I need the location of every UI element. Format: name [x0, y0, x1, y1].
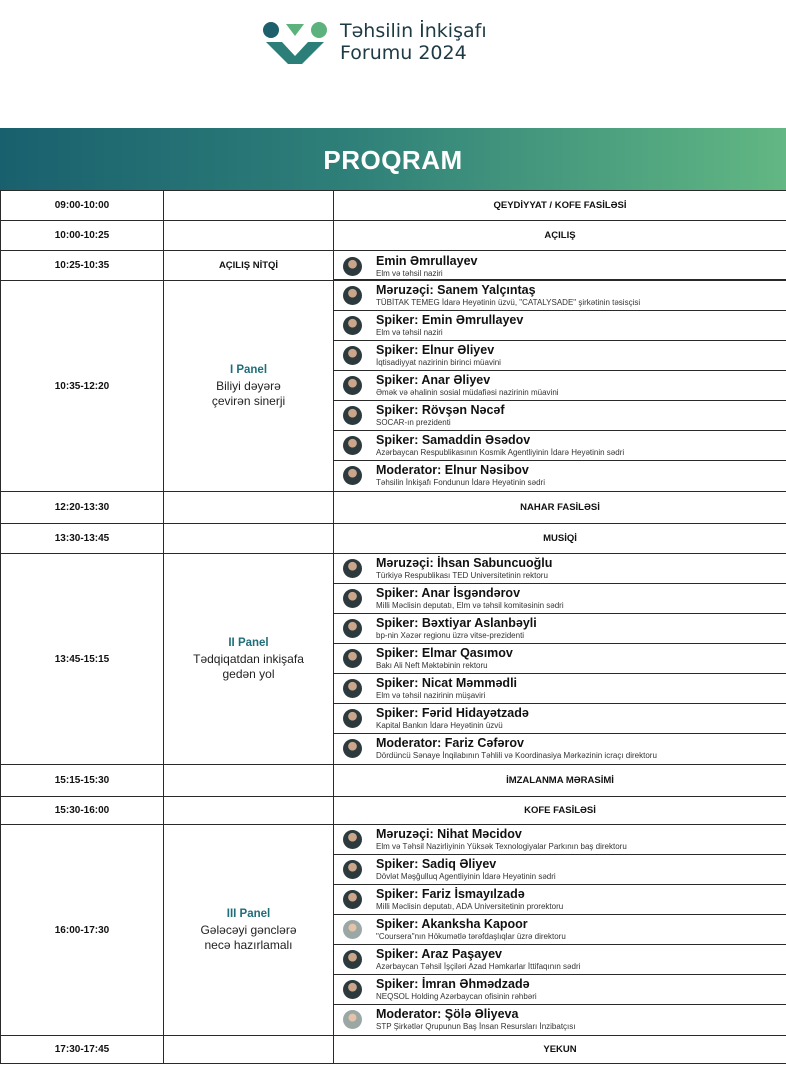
program-banner: [0, 128, 786, 190]
speaker-role: Türkiyə Respublikası TED Universitetinin rektoru: [376, 571, 548, 580]
row-session: [164, 765, 334, 797]
row-session: [164, 191, 334, 221]
speaker-name: Spiker: İmran Əhmədzadə: [376, 977, 530, 991]
row-label: AÇILIŞ: [334, 221, 786, 251]
speaker-role: TÜBİTAK TEMEG İdarə Heyətinin üzvü, "CATALYSADE" şirkətinin təsisçisi: [376, 298, 641, 307]
program-row: [1, 221, 786, 251]
speaker-role: Bakı Ali Neft Məktəbinin rektoru: [376, 661, 488, 670]
speaker-entry: [334, 644, 786, 674]
speaker-role: STP Şirkətlər Qrupunun Baş İnsan Resursları İnzibatçısı: [376, 1022, 576, 1031]
speaker-role: Dördüncü Sənaye İnqilabının Təhlili və Koordinasiya Mərkəzinin icraçı direktoru: [376, 751, 657, 760]
row-time: 13:30-13:45: [1, 524, 164, 554]
panel-subtitle-line2: çevirən sinerji: [211, 393, 286, 408]
row-time: 15:15-15:30: [1, 765, 164, 797]
panel-name: II Panel: [228, 636, 269, 649]
row-label: QEYDİYYAT / KOFE FASİLƏSİ: [334, 191, 786, 221]
speaker-role: Elm və təhsil nazirinin müşaviri: [376, 691, 486, 700]
speaker-role: Kapital Bankın İdarə Heyətinin üzvü: [376, 721, 503, 730]
panel-name: I Panel: [229, 363, 268, 376]
panel-subtitle-line2: necə hazırlamalı: [204, 937, 293, 952]
row-time: 13:45-15:15: [1, 554, 164, 765]
avatar: [343, 950, 362, 969]
row-time: 10:35-12:20: [1, 281, 164, 492]
speaker-entry: [334, 311, 786, 341]
speaker-name: Spiker: Samaddin Əsədov: [376, 433, 531, 447]
forum-logo-icon: [262, 20, 328, 64]
speaker-role: Azərbaycan Təhsil İşçiləri Azad Həmkarlar İttifaqının sədri: [376, 962, 581, 971]
speaker-entry: [334, 401, 786, 431]
row-time: 16:00-17:30: [1, 825, 164, 1036]
forum-logo-text: [340, 20, 487, 64]
speaker-entry: [334, 915, 786, 945]
avatar: [343, 559, 362, 578]
speaker-list: [334, 554, 786, 765]
avatar: [343, 980, 362, 999]
row-label: NAHAR FASİLƏSİ: [334, 492, 786, 524]
row-time: 10:25-10:35: [1, 251, 164, 281]
speaker-role: Elm və təhsil naziri: [376, 268, 443, 278]
speaker-entry: [334, 341, 786, 371]
speaker-role: NEQSOL Holding Azərbaycan ofisinin rəhbəri: [376, 992, 537, 1001]
row-session: [164, 281, 334, 492]
panel-subtitle-line1: Gələcəyi gənclərə: [200, 922, 297, 937]
speaker-role: SOCAR-ın prezidenti: [376, 418, 451, 427]
speaker-role: Təhsilin İnkişafı Fondunun İdarə Heyətinin sədri: [376, 478, 545, 487]
program-table: [0, 190, 786, 1064]
speaker-entry: [334, 431, 786, 461]
row-session: [164, 1036, 334, 1064]
speaker-name: Spiker: Fərid Hidayətzadə: [376, 706, 529, 720]
program-row: [1, 281, 786, 492]
row-label: MUSİQİ: [334, 524, 786, 554]
speaker-name: Moderator: Şölə Əliyeva: [376, 1007, 519, 1021]
speaker-name: Spiker: Elmar Qasımov: [376, 646, 513, 660]
avatar: [343, 830, 362, 849]
speaker-role: Dövlət Məşğulluq Agentliyinin İdarə Heyətinin sədri: [376, 872, 556, 881]
avatar: [343, 890, 362, 909]
speaker-entry: [334, 825, 786, 855]
row-time: 09:00-10:00: [1, 191, 164, 221]
speaker-name: Spiker: Anar Əliyev: [376, 373, 491, 387]
row-label: İMZALANMA MƏRASİMİ: [334, 765, 786, 797]
speaker-entry: [334, 975, 786, 1005]
speaker-role: bp-nin Xəzər regionu üzrə vitse-prezidenti: [376, 631, 525, 640]
avatar: [343, 709, 362, 728]
speaker-entry: [334, 252, 786, 280]
program-title: PROQRAM: [323, 145, 463, 175]
avatar: [343, 316, 362, 335]
avatar: [343, 589, 362, 608]
speaker-name: Emin Əmrullayev: [376, 253, 478, 268]
row-session: [164, 797, 334, 825]
speaker-entry: [334, 674, 786, 704]
speaker-name: Moderator: Fariz Cəfərov: [376, 736, 524, 750]
program-row: [1, 251, 786, 281]
speaker-name: Spiker: Bəxtiyar Aslanbəyli: [376, 616, 537, 630]
speaker-name: Spiker: Anar İsgəndərov: [376, 586, 521, 600]
speaker-entry: [334, 855, 786, 885]
avatar: [343, 257, 362, 276]
panel-subtitle-line1: Biliyi dəyərə: [216, 378, 281, 393]
speaker-list: [334, 825, 786, 1036]
row-time: 12:20-13:30: [1, 492, 164, 524]
program-row: [1, 492, 786, 524]
row-session: [164, 492, 334, 524]
avatar: [343, 436, 362, 455]
panel-name: III Panel: [226, 907, 271, 920]
program-row: [1, 191, 786, 221]
avatar: [343, 466, 362, 485]
speaker-entry: [334, 885, 786, 915]
speaker-name: Məruzəçi: Nihat Məcidov: [376, 827, 522, 841]
program-row: [1, 825, 786, 1036]
speaker-role: İqtisadiyyat nazirinin birinci müavini: [376, 358, 501, 367]
row-session: [164, 825, 334, 1036]
panel-subtitle-line1: Tədqiqatdan inkişafa: [193, 651, 304, 666]
avatar: [343, 286, 362, 305]
avatar: [343, 649, 362, 668]
row-time: 17:30-17:45: [1, 1036, 164, 1064]
speaker-name: Məruzəçi: Sanem Yalçıntaş: [376, 283, 536, 297]
row-time: 10:00-10:25: [1, 221, 164, 251]
speaker-role: Azərbaycan Respublikasının Kosmik Agentliyinin İdarə Heyətinin sədri: [376, 448, 625, 457]
row-label: YEKUN: [334, 1036, 786, 1064]
speaker-name: Spiker: Akanksha Kapoor: [376, 917, 528, 931]
speaker-entry: [334, 371, 786, 401]
speaker-entry: [334, 584, 786, 614]
avatar: [343, 679, 362, 698]
speaker-name: Spiker: Rövşən Nəcəf: [376, 403, 505, 417]
speaker-list: [334, 251, 786, 281]
speaker-name: Spiker: Fariz İsmayılzadə: [376, 887, 525, 901]
speaker-role: Milli Məclisin deputatı, ADA Universitetinin prorektoru: [376, 902, 564, 911]
speaker-role: Elm və təhsil naziri: [376, 328, 443, 337]
avatar: [343, 619, 362, 638]
speaker-role: "Coursera"nın Hökumətlə tərəfdaşlıqlar üzrə direktoru: [376, 932, 566, 941]
row-label: KOFE FASİLƏSİ: [334, 797, 786, 825]
avatar: [343, 920, 362, 939]
speaker-entry: [334, 945, 786, 975]
speaker-entry: [334, 461, 786, 491]
panel-subtitle-line2: gedən yol: [222, 666, 275, 681]
row-session: AÇILIŞ NİTQİ: [164, 251, 334, 281]
row-session: [164, 221, 334, 251]
program-row: [1, 797, 786, 825]
speaker-entry: [334, 704, 786, 734]
speaker-entry: [334, 554, 786, 584]
avatar: [343, 860, 362, 879]
speaker-list: [334, 281, 786, 492]
logo-title-line1: Təhsilin İnkişafı: [340, 20, 487, 42]
forum-logo: [262, 18, 562, 74]
avatar: [343, 406, 362, 425]
avatar: [343, 1010, 362, 1029]
speaker-entry: [334, 614, 786, 644]
speaker-role: Əmək və əhalinin sosial müdafiəsi nazirinin müavini: [376, 388, 559, 397]
row-session: [164, 524, 334, 554]
speaker-name: Spiker: Emin Əmrullayev: [376, 313, 524, 327]
speaker-name: Məruzəçi: İhsan Sabuncuoğlu: [376, 556, 553, 570]
speaker-name: Moderator: Elnur Nəsibov: [376, 463, 529, 477]
logo-title-line2: Forumu 2024: [340, 42, 467, 64]
speaker-entry: [334, 281, 786, 311]
program-row: [1, 524, 786, 554]
speaker-entry: [334, 1005, 786, 1035]
speaker-role: Milli Məclisin deputatı, Elm və təhsil komitəsinin sədri: [376, 601, 564, 610]
row-time: 15:30-16:00: [1, 797, 164, 825]
program-row: [1, 765, 786, 797]
speaker-entry: [334, 734, 786, 764]
avatar: [343, 376, 362, 395]
row-session: [164, 554, 334, 765]
avatar: [343, 739, 362, 758]
speaker-name: Spiker: Sadiq Əliyev: [376, 857, 497, 871]
speaker-name: Spiker: Elnur Əliyev: [376, 343, 495, 357]
avatar: [343, 346, 362, 365]
program-row: [1, 1036, 786, 1064]
speaker-name: Spiker: Nicat Məmmədli: [376, 676, 518, 690]
speaker-name: Spiker: Araz Paşayev: [376, 947, 503, 961]
speaker-role: Elm və Təhsil Nazirliyinin Yüksək Texnologiyalar Parkının baş direktoru: [376, 842, 627, 851]
program-row: [1, 554, 786, 765]
